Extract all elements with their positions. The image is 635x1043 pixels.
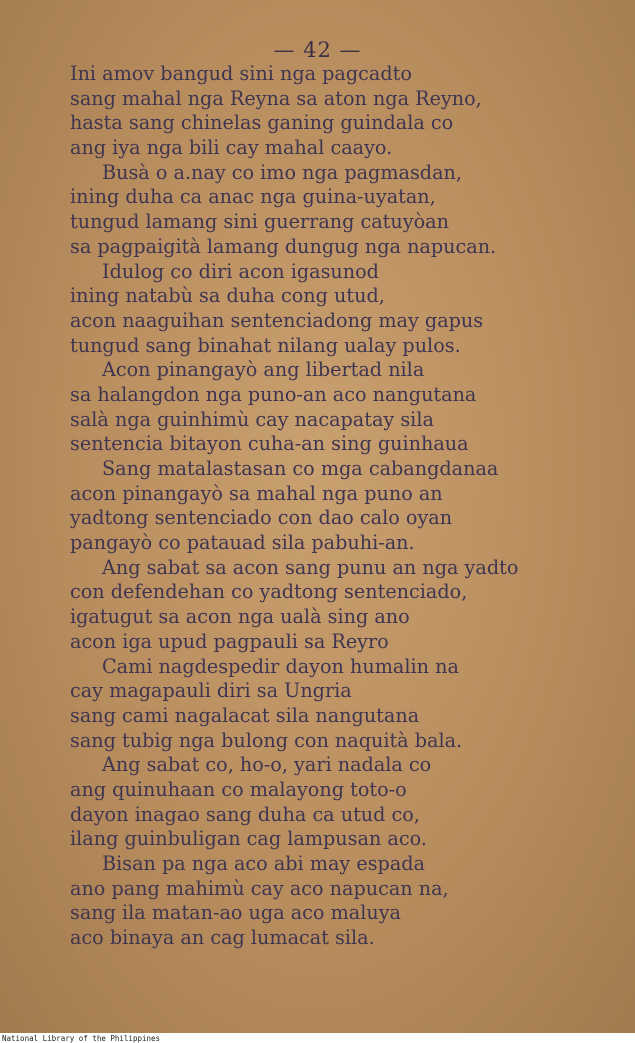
text-line: yadtong sentenciado con dao calo oyan (70, 506, 453, 530)
library-credit: National Library of the Philippines (2, 1034, 161, 1043)
text-line: Ini amov bangud sini nga pagcadto (70, 62, 412, 85)
text-line: acon naaguihan sentenciadong may gapus (70, 308, 484, 332)
text-line: Acon pinangayò ang libertad nila (102, 358, 425, 382)
text-line: sang ila matan-ao uga aco maluya (70, 901, 401, 925)
text-line: aco binaya an cag lumacat sila. (70, 926, 375, 950)
text-line: sa halangdon nga puno-an aco nangutana (70, 382, 477, 406)
text-line: Busà o a.nay co imo nga pagmasdan, (102, 160, 462, 184)
text-line: dayon inagao sang duha ca utud co, (70, 802, 420, 826)
text-line: Idulog co diri acon igasunod (102, 259, 379, 283)
text-line: tungud sang binahat nilang ualay pulos. (70, 333, 461, 357)
text-line: hasta sang chinelas ganing guindala co (70, 111, 454, 135)
text-line: sang cami nagalacat sila nangutana (70, 703, 420, 727)
poem-text (70, 62, 560, 951)
text-line: salà nga guinhimù cay nacapatay sila (70, 407, 434, 431)
page-number: — 42 — (273, 38, 362, 62)
text-line: ang quinuhaan co malayong toto-o (70, 777, 407, 801)
text-line: ano pang mahimù cay aco napucan na, (70, 876, 449, 900)
text-line: Ang sabat co, ho-o, yari nadala co (102, 753, 432, 777)
text-line: Cami nagdespedir dayon humalin na (102, 654, 459, 678)
text-line: igatugut sa acon nga ualà sing ano (70, 605, 410, 629)
text-line: Ang sabat sa acon sang punu an nga yadto (102, 555, 519, 579)
text-line: pangayò co patauad sila pabuhi-an. (70, 531, 415, 555)
text-line: acon iga upud pagpauli sa Reyro (70, 629, 389, 653)
text-line: ang iya nga bili cay mahal caayo. (70, 136, 393, 160)
text-line: tungud lamang sini guerrang catuyòan (70, 210, 449, 234)
text-line: sang tubig nga bulong con naquità bala. (70, 728, 463, 752)
text-line: sang mahal nga Reyna sa aton nga Reyno, (70, 86, 482, 110)
text-line: acon pinangayò sa mahal nga puno an (70, 481, 443, 505)
text-line: Bisan pa nga aco abi may espada (102, 852, 425, 875)
text-line: ilang guinbuligan cag lampusan aco. (70, 827, 427, 851)
text-line: ining duha ca anac nga guina-uyatan, (70, 185, 436, 209)
text-line: sentencia bitayon cuha-an sing guinhaua (70, 432, 469, 456)
text-line: ining natabù sa duha cong utud, (70, 284, 385, 308)
text-line: Sang matalastasan co mga cabangdanaa (102, 457, 499, 480)
text-line: con defendehan co yadtong sentenciado, (70, 580, 468, 604)
text-line: sa pagpaigità lamang dungug nga napucan. (70, 234, 497, 258)
text-line: cay magapauli diri sa Ungria (70, 679, 352, 703)
